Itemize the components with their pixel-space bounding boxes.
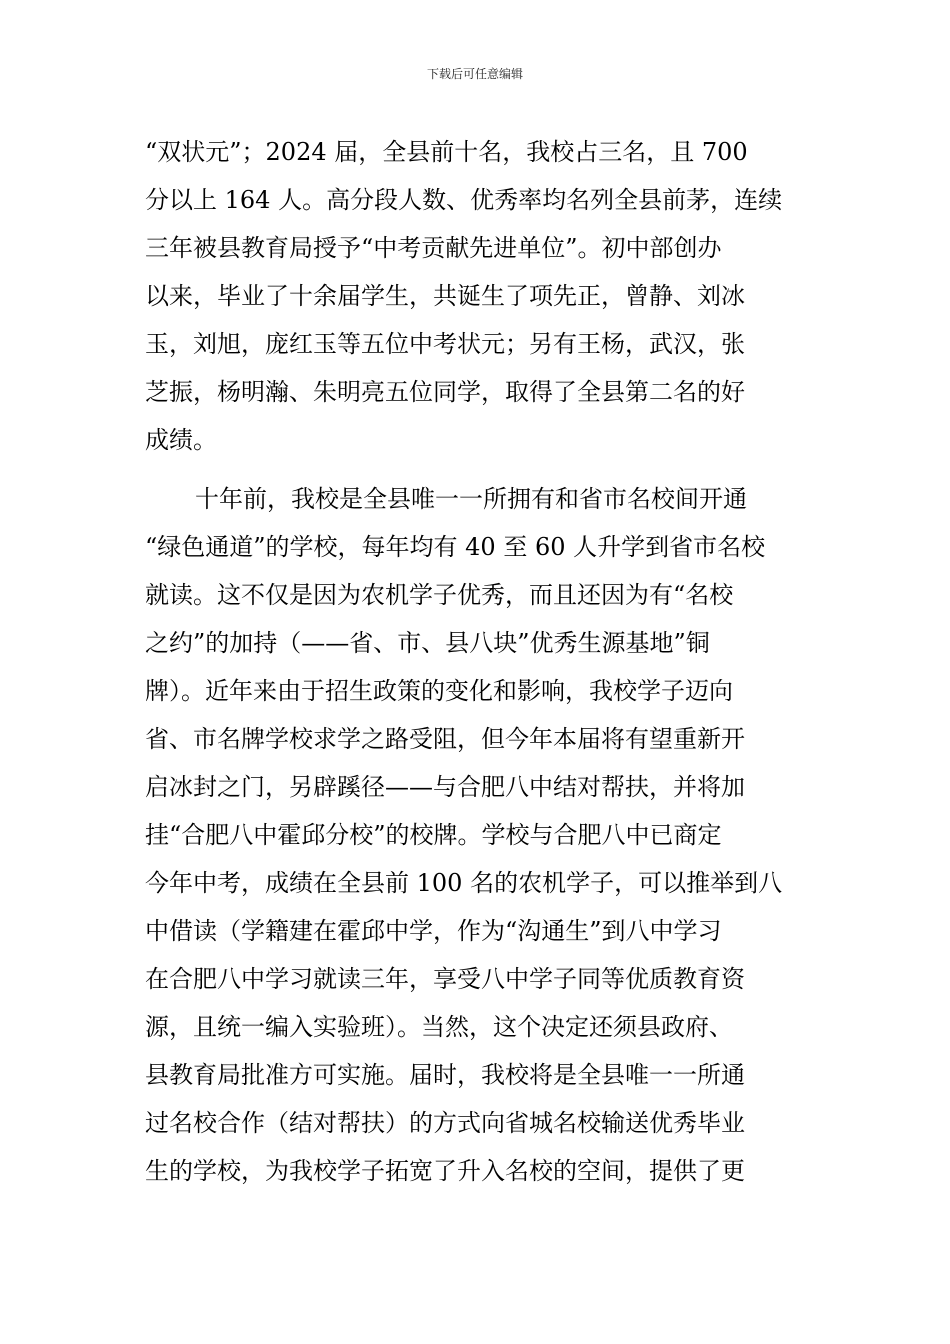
paragraph-line: “绿色通道”的学校，每年均有 40 至 60 人升学到省市名校: [145, 533, 766, 561]
paragraph-line: 成绩。: [145, 426, 217, 454]
paragraph-line: 牌）。近年来由于招生政策的变化和影响，我校学子迈向: [145, 677, 733, 705]
paragraph-1: [145, 128, 807, 464]
paragraph-line: 挂“合肥八中霍邱分校”的校牌。学校与合肥八中已商定: [145, 821, 722, 849]
paragraph-line: 十年前，我校是全县唯一一所拥有和省市名校间开通: [195, 485, 747, 513]
page-header: 下载后可任意编辑: [426, 67, 523, 81]
paragraph-line: 之约”的加持（——省、市、县八块”优秀生源基地”铜: [145, 629, 710, 657]
paragraph-line: 芝振，杨明瀚、朱明亮五位同学，取得了全县第二名的好: [145, 378, 745, 406]
paragraph-spacer: [145, 464, 807, 475]
paragraph-line: 今年中考，成绩在全县前 100 名的农机学子，可以推举到八: [145, 869, 783, 897]
paragraph-line: 生的学校，为我校学子拓宽了升入名校的空间，提供了更: [145, 1157, 745, 1185]
paragraph-line: 省、市名牌学校求学之路受阻，但今年本届将有望重新开: [145, 725, 745, 753]
paragraph-line: 分以上 164 人。高分段人数、优秀率均名列全县前茅，连续: [145, 186, 783, 214]
paragraph-line: 在合肥八中学习就读三年，享受八中学子同等优质教育资: [145, 965, 745, 993]
paragraph-line: 县教育局批准方可实施。届时，我校将是全县唯一一所通: [145, 1061, 745, 1089]
paragraph-line: “双状元”；2024 届，全县前十名，我校占三名，且 700: [145, 138, 748, 166]
paragraph-line: 三年被县教育局授予“中考贡献先进单位”。初中部创办: [145, 234, 722, 262]
paragraph-line: 过名校合作（结对帮扶）的方式向省城名校输送优秀毕业: [145, 1109, 745, 1137]
paragraph-line: 以来，毕业了十余届学生，共诞生了项先正，曾静、刘冰: [145, 282, 745, 310]
paragraph-line: 启冰封之门，另辟蹊径——与合肥八中结对帮扶，并将加: [145, 773, 745, 801]
paragraph-line: 玉，刘旭，庞红玉等五位中考状元；另有王杨，武汉，张: [145, 330, 745, 358]
document-body: [145, 128, 807, 1195]
paragraph-2: [145, 475, 807, 1195]
paragraph-line: 源，且统一编入实验班）。当然，这个决定还须县政府、: [145, 1013, 733, 1041]
paragraph-line: 就读。这不仅是因为农机学子优秀，而且还因为有“名校: [145, 581, 734, 609]
paragraph-line: 中借读（学籍建在霍邱中学，作为“沟通生”到八中学习: [145, 917, 722, 945]
